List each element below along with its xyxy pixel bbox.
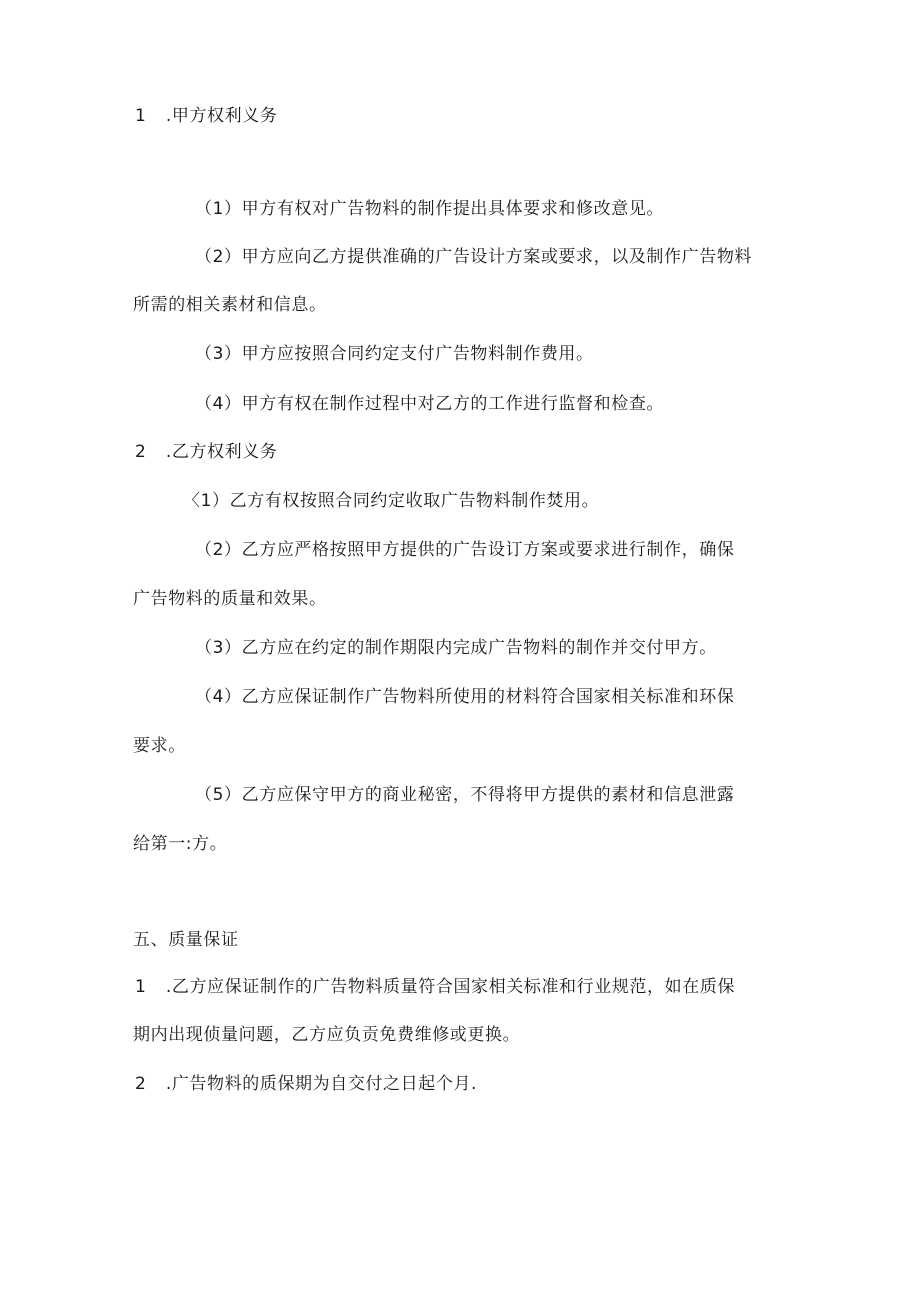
party-b-item-4-line-2: 要求。 [133,736,186,756]
item-number: 2 [135,1074,146,1094]
quality-item-2 [135,1073,477,1095]
heading-text: .乙方权利义务 [165,442,278,462]
party-b-item-2-line-1: （2）乙方应严格按照甲方提供的广告设订方案或要求进行制作，确保 [195,540,735,560]
item-text: .乙方应保证制作的广告物料质量符合国家相关标准和行业规范，如在质保 [165,977,736,997]
quality-item-1-line-1 [135,976,735,998]
heading-party-b-rights [135,441,277,463]
party-b-item-5-line-2: 给第一:方。 [133,834,228,854]
party-b-item-5-line-1: （5）乙方应保守甲方的商业秘密，不得将甲方提供的素材和信息泄露 [195,785,735,805]
heading-number: 2 [135,442,146,462]
section-title-quality: 五、质量保证 [133,930,239,950]
party-b-item-1: 〈1）乙方有权按照合同约定收取广告物料制作焚用。 [183,491,600,511]
heading-text: .甲方权利义务 [165,106,278,126]
quality-item-1-line-2: 期内出现侦量问题，乙方应负贡免费维修或更换。 [133,1025,521,1045]
party-a-item-2-line-1: （2）甲方应向乙方提供准确的广告设计方案或要求，以及制作广告物料 [195,247,753,267]
party-b-item-3: （3）乙方应在约定的制作期限内完成广告物料的制作并交付甲方。 [195,638,717,658]
party-b-item-4-line-1: （4）乙方应保证制作广告物料所使用的材料符合国家相关标准和环保 [195,687,735,707]
party-a-item-2-line-2: 所需的相关素材和信息。 [133,295,327,315]
heading-number: 1 [135,106,146,126]
heading-party-a-rights [135,105,277,127]
item-text: .广告物料的质保期为自交付之日起个月. [165,1074,478,1094]
party-a-item-3: （3）甲方应按照合同约定支付广告物料制作费用。 [195,344,594,364]
party-b-item-2-line-2: 广告物料的质量和效果。 [133,589,327,609]
party-a-item-1: （1）甲方有权对广告物料的制作提出具体要求和修改意见。 [195,199,665,219]
item-number: 1 [135,977,146,997]
party-a-item-4: （4）甲方有权在制作过程中对乙方的工作进行监督和检查。 [195,394,665,414]
